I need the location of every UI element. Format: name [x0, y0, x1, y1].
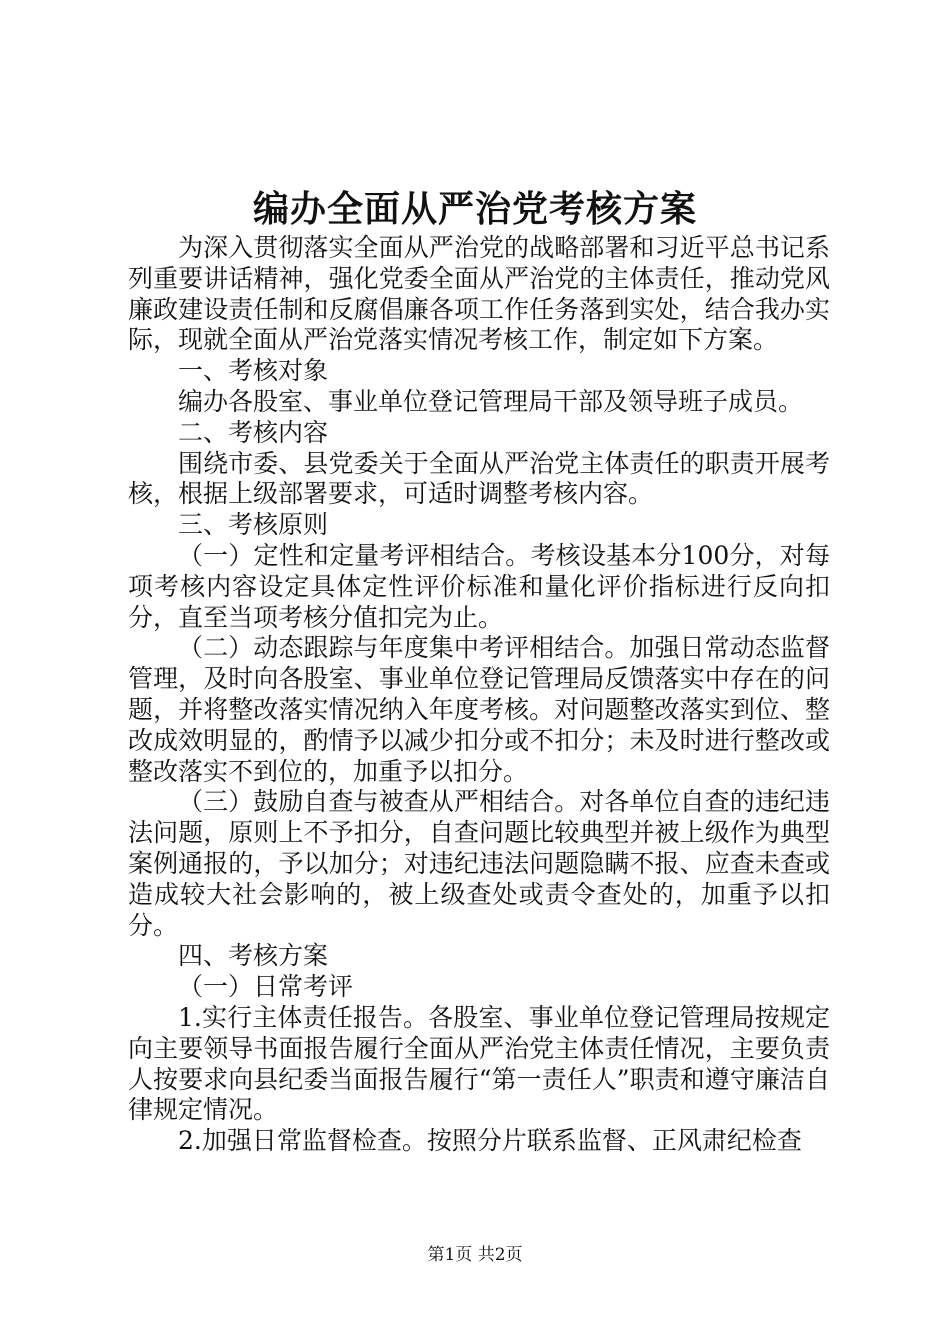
subheading-daily-assessment: （一）日常考评: [178, 972, 354, 1002]
heading-assessment-target: 一、考核对象: [178, 356, 329, 386]
paragraph-principle-3: （三）鼓励自查与被查从严相结合。对各单位自查的违纪违法问题，原则上不予扣分，自查问题比较典型并被上级作为典型案例通报的，予以加分；对违纪违法问题隐瞒不报、应查未查或造成较大社会影响的，被上级查处或责令查处的，加重予以扣分。: [128, 787, 830, 940]
heading-assessment-plan: 四、考核方案: [178, 941, 329, 971]
heading-assessment-principles: 三、考核原则: [178, 510, 329, 540]
paragraph-principle-2: （二）动态跟踪与年度集中考评相结合。加强日常动态监督管理，及时向各股室、事业单位登记管理局反馈落实中存在的问题，并将整改落实情况纳入年度考核。对问题整改落实到位、整改成效明显的，酌情予以减少扣分或不扣分；未及时进行整改或整改落实不到位的，加重予以扣分。: [128, 633, 830, 786]
document-title: 编办全面从严治党考核方案: [252, 188, 697, 230]
paragraph-plan-item-1: 1.实行主体责任报告。各股室、事业单位登记管理局按规定向主要领导书面报告履行全面从严治党主体责任情况，主要负责人按要求向县纪委当面报告履行“第一责任人”职责和遵守廉洁自律规定情况。: [128, 1002, 830, 1125]
paragraph-principle-1: （一）定性和定量考评相结合。考核设基本分100分，对每项考核内容设定具体定性评价标准和量化评价指标进行反向扣分，直至当项考核分值扣完为止。: [128, 540, 830, 632]
paragraph-plan-item-2: 2.加强日常监督检查。按照分片联系监督、正风肃纪检查: [178, 1126, 802, 1156]
paragraph-assessment-content: 围绕市委、县党委关于全面从严治党主体责任的职责开展考核，根据上级部署要求，可适时调整考核内容。: [128, 448, 830, 509]
paragraph-assessment-target: 编办各股室、事业单位登记管理局干部及领导班子成员。: [178, 386, 804, 416]
document-body: [128, 233, 830, 1157]
paragraph-intro: 为深入贯彻落实全面从严治党的战略部署和习近平总书记系列重要讲话精神，强化党委全面从严治党的主体责任，推动党风廉政建设责任制和反腐倡廉各项工作任务落到实处，结合我办实际，现就全面从严治党落实情况考核工作，制定如下方案。: [128, 233, 830, 355]
page-footer: 第1页 共2页: [427, 1245, 523, 1265]
heading-assessment-content: 二、考核内容: [178, 417, 329, 447]
